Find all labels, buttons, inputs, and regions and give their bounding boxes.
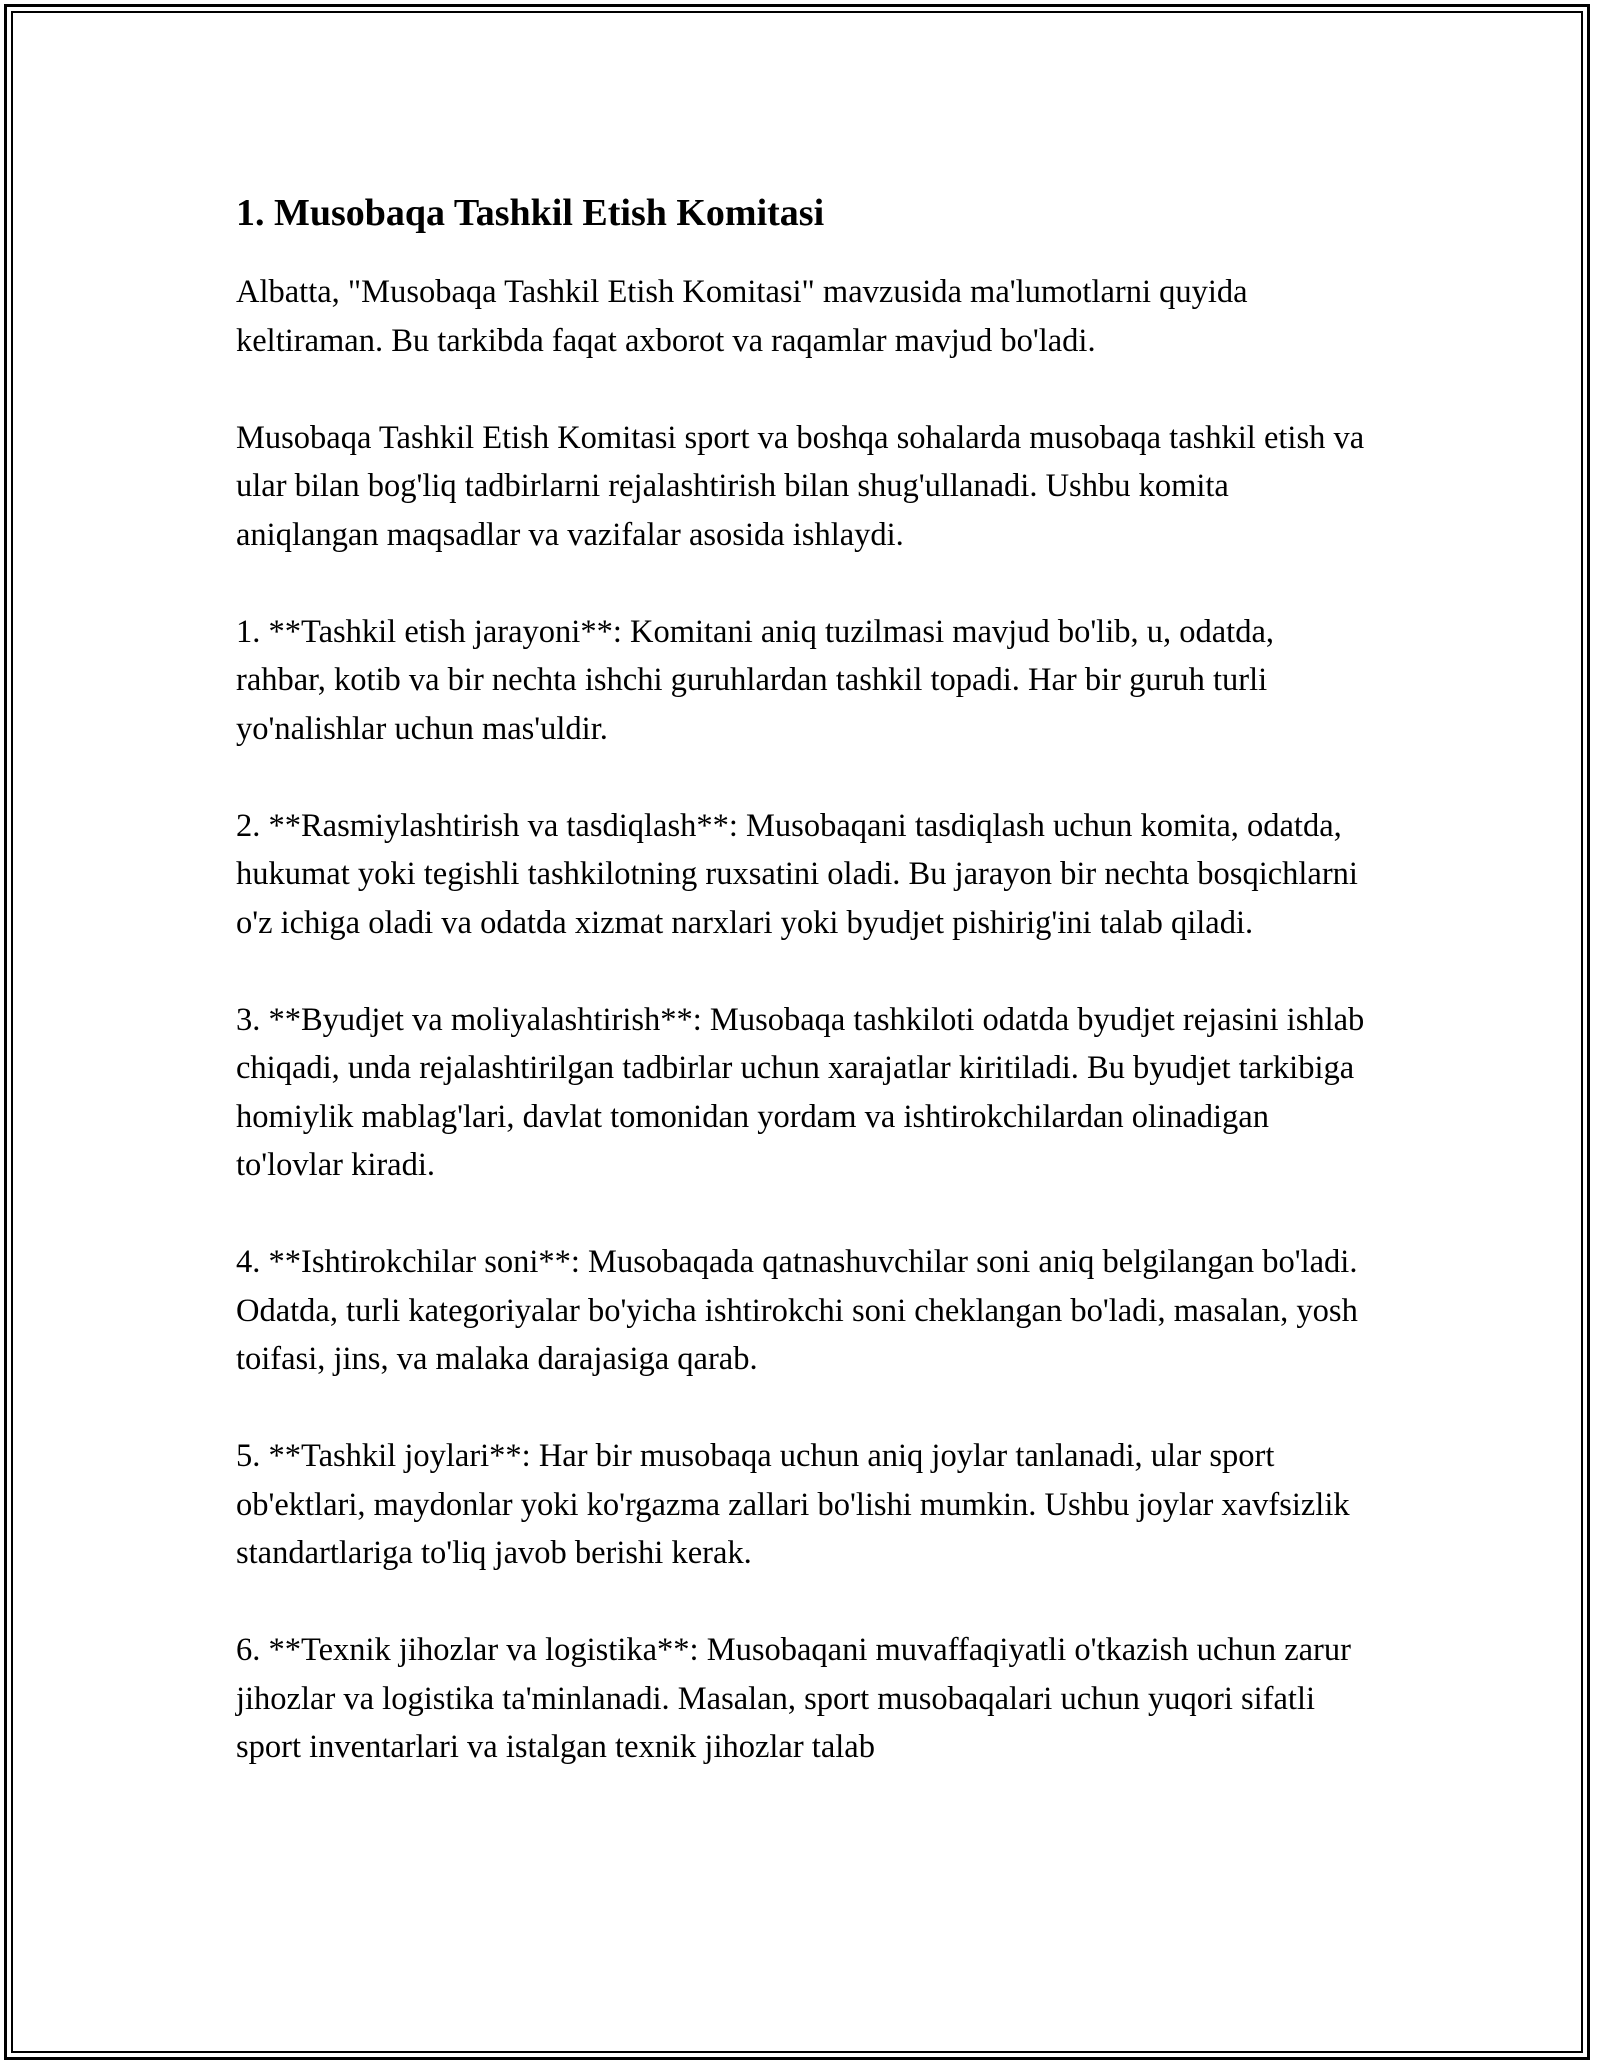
- document-body: [236, 188, 1368, 1820]
- list-item-joylar: 5. **Tashkil joylari**: Har bir musobaqa uchun aniq joylar tanlanadi, ular sport ob'ektlari, maydonlar yoki ko'rgazma zallari bo'lishi mumkin. Ushbu joylar xavfsizlik standartlariga to'liq javob berishi kerak.: [236, 1438, 1350, 1571]
- list-item-ishtirokchilar: 4. **Ishtirokchilar soni**: Musobaqada qatnashuvchilar soni aniq belgilangan bo'ladi. Odatda, turli kategoriyalar bo'yicha ishtirokchi soni cheklangan bo'ladi, masalan, yosh toifasi, jins, va malaka darajasiga qarab.: [236, 1244, 1358, 1377]
- intro-paragraph: Albatta, "Musobaqa Tashkil Etish Komitasi" mavzusida ma'lumotlarni quyida keltiraman. Bu tarkibda faqat axborot va raqamlar mavjud bo'ladi.: [236, 274, 1248, 359]
- list-item-byudjet: 3. **Byudjet va moliyalashtirish**: Musobaqa tashkiloti odatda byudjet rejasini ishlab chiqadi, unda rejalashtirilgan tadbirlar uchun xarajatlar kiritiladi. Bu byudjet tarkibiga homiylik mablag'lari, davlat tomonidan yordam va ishtirokchilardan olinadigan to'lovlar kiradi.: [236, 1001, 1365, 1183]
- list-item-tashkil-etish: 1. **Tashkil etish jarayoni**: Komitani aniq tuzilmasi mavjud bo'lib, u, odatda, rahbar, kotib va bir nechta ishchi guruhlardan tashkil topadi. Har bir guruh turli yo'nalishlar uchun mas'uldir.: [236, 613, 1275, 747]
- document-title: 1. Musobaqa Tashkil Etish Komitasi: [236, 192, 825, 234]
- description-paragraph: Musobaqa Tashkil Etish Komitasi sport va boshqa sohalarda musobaqa tashkil etish va ular bilan bog'liq tadbirlarni rejalashtirish bilan shug'ullanadi. Ushbu komita aniqlangan maqsadlar va vazifalar asosida ishlaydi.: [236, 419, 1365, 553]
- list-item-rasmiylashtirish: 2. **Rasmiylashtirish va tasdiqlash**: Musobaqani tasdiqlash uchun komita, odatda, hukumat yoki tegishli tashkilotning ruxsatini oladi. Bu jarayon bir nechta bosqichlarni o'z ichiga oladi va odatda xizmat narxlari yoki byudjet pishirig'ini talab qiladi.: [236, 807, 1358, 941]
- list-item-texnik-jihozlar: 6. **Texnik jihozlar va logistika**: Musobaqani muvaffaqiyatli o'tkazish uchun zarur jihozlar va logistika ta'minlanadi. Masalan, sport musobaqalari uchun yuqori sifatli sport inventarlari va istalgan texnik jihozlar talab: [236, 1632, 1351, 1765]
